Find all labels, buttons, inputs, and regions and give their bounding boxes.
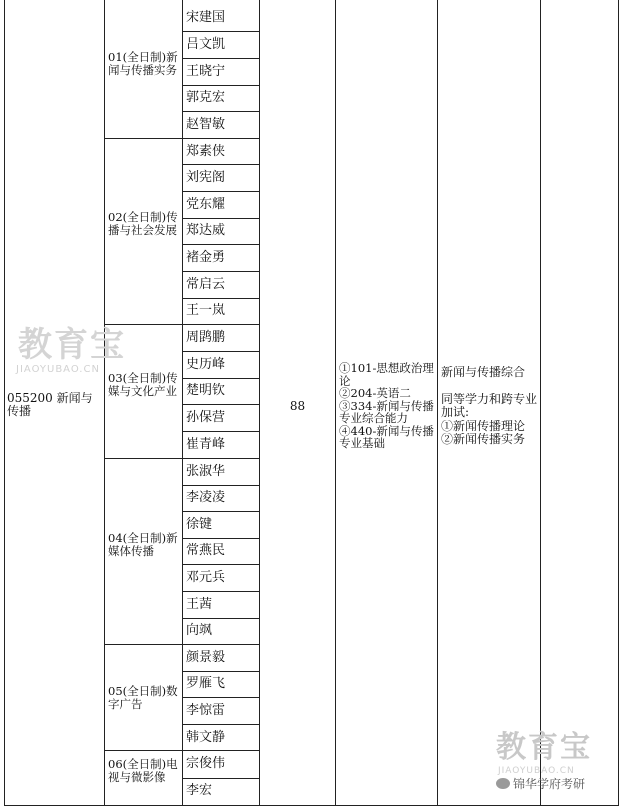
advisor-name: 张淑华: [186, 464, 226, 479]
advisor-name: 孙保营: [186, 410, 226, 425]
watermark-brand-logo: 教育宝: [18, 325, 126, 365]
frame-bottom: [4, 805, 619, 806]
wechat-icon: [496, 778, 510, 789]
watermark-brand-logo: 教育宝: [496, 730, 592, 765]
col-line-2: [182, 0, 183, 806]
advisor-name: 常启云: [186, 277, 226, 292]
advisor-name: 周鹍鹏: [186, 330, 226, 345]
direction-label: 02(全日制)传播与社会发展: [108, 210, 178, 237]
direction-label: 01(全日制)新闻与传播实务: [108, 50, 178, 77]
advisor-name: 党东耀: [186, 197, 226, 212]
advisor-name: 楚明钦: [186, 383, 226, 398]
advisor-name: 颜景毅: [186, 650, 226, 665]
direction-label: 05(全日制)数字广告: [108, 684, 178, 711]
wechat-account-name: 锦华学府考研: [513, 777, 586, 791]
advisor-name: 常燕民: [186, 543, 226, 558]
wechat-watermark: [496, 775, 585, 792]
advisor-name: 宗俊伟: [186, 756, 226, 771]
col-line-1: [104, 0, 105, 806]
frame-left: [4, 0, 5, 806]
col-line-6: [540, 0, 541, 806]
retest-extra-1: ①新闻传播理论: [441, 420, 526, 433]
watermark-site: JIAOYUBAO.CN: [498, 766, 575, 776]
advisor-name: 徐键: [186, 517, 213, 532]
advisor-name: 崔青峰: [186, 437, 226, 452]
advisor-name: 王一岚: [186, 303, 226, 318]
advisor-name: 郑达威: [186, 223, 226, 238]
col-line-5: [437, 0, 438, 806]
advisor-name: 褚金勇: [186, 250, 226, 265]
advisor-name: 吕文凯: [186, 37, 226, 52]
advisor-name: 李宏: [186, 783, 213, 798]
retest-subject: 新闻与传播综合: [441, 366, 526, 379]
major-cell: 055200 新闻与传播: [7, 392, 93, 418]
exam-subjects-cell: ①101-思想政治理论 ②204-英语二 ③334-新闻与传播专业综合能力 ④440-新闻与传播专业基础: [339, 362, 434, 450]
retest-extra-2: ②新闻传播实务: [441, 433, 526, 446]
advisor-name: 罗雁飞: [186, 676, 226, 691]
advisor-name: 史历峰: [186, 357, 226, 372]
direction-label: 04(全日制)新媒体传播: [108, 531, 178, 558]
direction-label: 06(全日制)电视与微影像: [108, 757, 178, 784]
advisor-name: 赵智敏: [186, 117, 226, 132]
advisor-name: 韩文静: [186, 730, 226, 745]
advisor-name: 宋建国: [186, 10, 226, 25]
watermark-site: JIAOYUBAO.CN: [16, 364, 100, 375]
advisor-name: 向飒: [186, 623, 213, 638]
advisor-name: 王茜: [186, 597, 213, 612]
advisor-name: 王晓宁: [186, 64, 226, 79]
advisor-name: 李惊雷: [186, 703, 226, 718]
advisor-name: 李凌凌: [186, 490, 226, 505]
advisor-name: 郭克宏: [186, 90, 226, 105]
advisor-name: 郑素侠: [186, 144, 226, 159]
quota-cell: 88: [289, 400, 306, 413]
direction-label: 03(全日制)传媒与文化产业: [108, 371, 178, 398]
frame-right: [618, 0, 619, 806]
retest-extra-title: 同等学力和跨专业加试:: [441, 393, 538, 419]
advisor-name: 邓元兵: [186, 570, 226, 585]
advisor-name: 刘宪阁: [186, 170, 226, 185]
col-line-4: [335, 0, 336, 806]
